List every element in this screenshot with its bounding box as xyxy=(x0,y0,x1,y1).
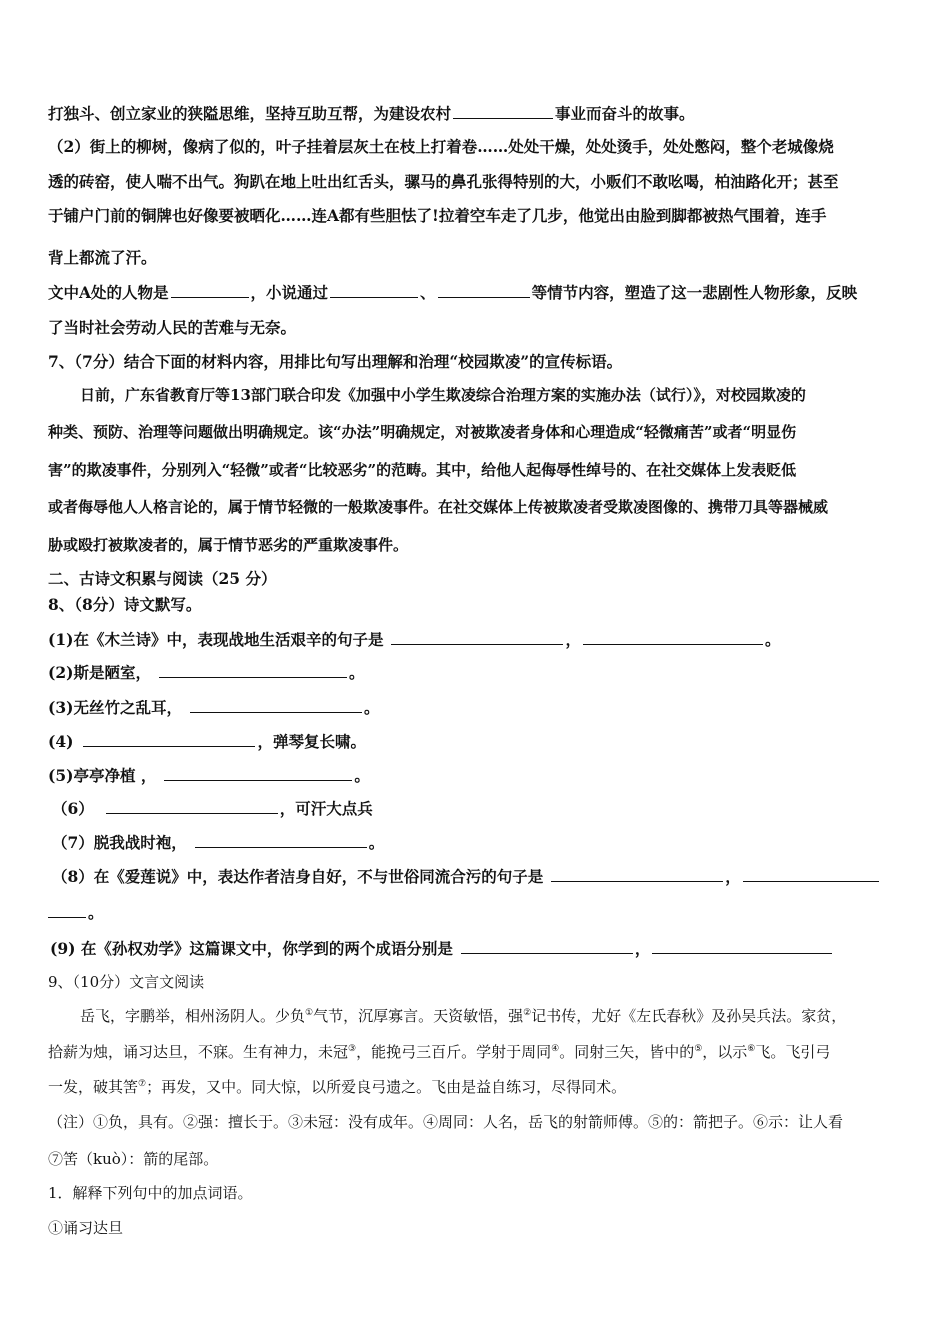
section-2-title: 二、古诗文积累与阅读（25 分） xyxy=(48,569,277,588)
answer-blank[interactable] xyxy=(48,902,86,918)
answer-blank[interactable] xyxy=(159,662,347,678)
q6-intro-text-end: 事业而奋斗的故事。 xyxy=(555,104,695,123)
q8-item-5 xyxy=(48,765,370,786)
q9-text: 飞。飞引弓 xyxy=(755,1043,831,1061)
q9-passage-line-3 xyxy=(48,1077,626,1097)
answer-blank[interactable] xyxy=(583,629,763,645)
q9-text: 气节，沉厚寡言。天资敏悟，强 xyxy=(313,1007,524,1025)
footnote-mark: ① xyxy=(305,1008,314,1018)
q7-material-line-2: 种类、预防、治理等问题做出明确规定。该“办法”明确规定，对被欺凌者身体和心理造成“轻微痛苦”或者“明显伤 xyxy=(48,423,797,441)
q7-material-line-1: 日前，广东省教育厅等13部门联合印发《加强中小学生欺凌综合治理方案的实施办法（试行）》，对校园欺凌的 xyxy=(80,386,806,404)
q8-item-text: 。 xyxy=(348,663,365,682)
answer-blank[interactable] xyxy=(743,866,879,882)
q8-item-text: (2)斯是陋室， xyxy=(48,663,151,682)
answer-blank[interactable] xyxy=(461,938,633,954)
q9-notes-line-2: ⑦筈（kuò）：箭的尾部。 xyxy=(48,1150,219,1168)
q8-item-text: ，可汗大点兵 xyxy=(279,799,373,818)
q8-item-4 xyxy=(48,731,366,752)
q6-question-line-2: 了当时社会劳动人民的苦难与无奈。 xyxy=(48,318,297,337)
answer-blank[interactable] xyxy=(330,282,418,298)
q8-item-text: 。 xyxy=(368,833,385,852)
q7-title: 7、（7分）结合下面的材料内容，用排比句写出理解和治理“校园欺凌”的宣传标语。 xyxy=(48,352,623,371)
answer-blank[interactable] xyxy=(652,938,832,954)
q8-item-text: （8）在《爱莲说》中，表达作者洁身自好，不与世俗同流合污的句子是 xyxy=(52,867,544,886)
q8-item-text: ， xyxy=(634,939,651,958)
answer-blank[interactable] xyxy=(438,282,530,298)
q6-question-text: 文中A处的人物是 xyxy=(48,283,169,302)
q7-material-line-3: 害”的欺凌事件，分别列入“轻微”或者“比较恶劣”的范畴。其中，给他人起侮辱性绰号的、在社交媒体上发表贬低 xyxy=(48,461,797,479)
q6-question-text: ，小说通过 xyxy=(250,283,329,302)
footnote-mark: ⑦ xyxy=(138,1079,147,1089)
footnote-mark: ② xyxy=(523,1008,532,1018)
answer-blank[interactable] xyxy=(195,832,367,848)
footnote-mark: ⑤ xyxy=(694,1044,703,1054)
footnote-mark: ③ xyxy=(348,1044,357,1054)
passage2-line-3: 于铺户门前的铜牌也好像要被晒化……连A都有些胆怯了!拉着空车走了几步，他觉出由脸到脚都被热气围着，连手 xyxy=(48,206,827,225)
q8-item-8 xyxy=(52,866,881,887)
q9-passage-line-2 xyxy=(48,1042,830,1062)
footnote-mark: ④ xyxy=(551,1044,560,1054)
q8-item-text: （7）脱我战时袍， xyxy=(52,833,187,852)
q8-item-9 xyxy=(50,938,834,959)
q8-item-6 xyxy=(52,798,373,819)
q9-subquestion-1: 1．解释下列句中的加点词语。 xyxy=(48,1184,253,1202)
answer-blank[interactable] xyxy=(551,866,723,882)
q9-text: 岳飞，字鹏举，相州汤阴人。少负 xyxy=(80,1007,306,1025)
q8-item-text: （6） xyxy=(52,799,94,818)
q8-item-text: 。 xyxy=(88,903,104,922)
q8-item-text: ， xyxy=(565,630,581,649)
q7-material-line-5: 胁或殴打被欺凌者的，属于情节恶劣的严重欺凌事件。 xyxy=(48,536,409,554)
q7-material-line-4: 或者侮辱他人人格言论的，属于情节轻微的一般欺凌事件。在社交媒体上传被欺凌者受欺凌图像的、携带刀具等器械威 xyxy=(48,498,829,516)
q8-item-text: (1)在《木兰诗》中，表现战地生活艰辛的句子是 xyxy=(48,630,384,649)
answer-blank[interactable] xyxy=(106,798,278,814)
q6-intro-line xyxy=(48,103,695,124)
q9-passage-line-1 xyxy=(80,1006,846,1026)
answer-blank[interactable] xyxy=(171,282,249,298)
q6-question-text: 等情节内容，塑造了这一悲剧性人物形象，反映 xyxy=(531,283,858,302)
q8-item-text: (3)无丝竹之乱耳， xyxy=(48,698,182,717)
q6-question-line xyxy=(48,282,857,303)
q9-text: 拾薪为烛，诵习达旦，不寐。生有神力，未冠 xyxy=(48,1043,349,1061)
answer-blank[interactable] xyxy=(190,697,362,713)
q8-item-2 xyxy=(48,662,364,683)
passage2-line-2: 透的砖窑，使人喘不出气。狗趴在地上吐出红舌头，骡马的鼻孔张得特别的大，小贩们不敢吆喝，柏油路化开；甚至 xyxy=(48,172,839,191)
q8-item-text: (5)亭亭净植 ， xyxy=(48,766,157,785)
q8-item-text: ， xyxy=(725,867,741,886)
q8-item-8-cont xyxy=(48,902,104,923)
q9-title: 9、（10分）文言文阅读 xyxy=(48,973,205,991)
q8-item-text: 。 xyxy=(354,766,370,785)
q8-item-3 xyxy=(48,697,379,718)
q9-subquestion-1-item-1: ①诵习达旦 xyxy=(48,1219,124,1237)
passage2-line-1: （2）街上的柳树，像病了似的，叶子挂着层灰土在枝上打着卷……处处干燥，处处烫手，处处憋闷，整个老城像烧 xyxy=(48,137,834,156)
answer-blank[interactable] xyxy=(453,103,553,119)
q8-item-7 xyxy=(52,832,384,853)
q9-text: 一发，破其筈 xyxy=(48,1078,139,1096)
q9-notes-line-1: （注）①负，具有。②强：擅长于。③未冠：没有成年。④周同：人名，岳飞的射箭师傅。⑤的：箭把子。⑥示：让人看 xyxy=(48,1113,844,1131)
q9-text: ；再发，又中。同大惊，以所爱良弓遗之。飞由是益自练习，尽得同术。 xyxy=(146,1078,627,1096)
q8-item-text: (9) 在《孙权劝学》这篇课文中，你学到的两个成语分别是 xyxy=(50,939,453,958)
q6-intro-text: 打独斗、创立家业的狭隘思维，坚持互助互帮，为建设农村 xyxy=(48,104,452,123)
q8-item-text: 。 xyxy=(764,630,781,649)
q9-text: ，以示 xyxy=(702,1043,748,1061)
q9-text: 。同射三矢，皆中的 xyxy=(559,1043,695,1061)
q6-question-text: 、 xyxy=(420,283,436,302)
answer-blank[interactable] xyxy=(83,731,255,747)
q8-item-text: 。 xyxy=(363,698,380,717)
q9-text: 记书传，尤好《左氏春秋》及孙吴兵法。家贫， xyxy=(531,1007,847,1025)
q9-text: ，能挽弓三百斤。学射于周同 xyxy=(356,1043,552,1061)
q8-item-1 xyxy=(48,629,781,650)
q8-item-text: (4) xyxy=(48,732,74,751)
footnote-mark: ⑥ xyxy=(747,1044,756,1054)
q8-item-text: ，弹琴复长啸。 xyxy=(257,732,366,751)
passage2-line-4: 背上都流了汗。 xyxy=(48,248,157,267)
answer-blank[interactable] xyxy=(164,765,352,781)
q8-title: 8、（8分）诗文默写。 xyxy=(48,595,202,614)
answer-blank[interactable] xyxy=(391,629,563,645)
